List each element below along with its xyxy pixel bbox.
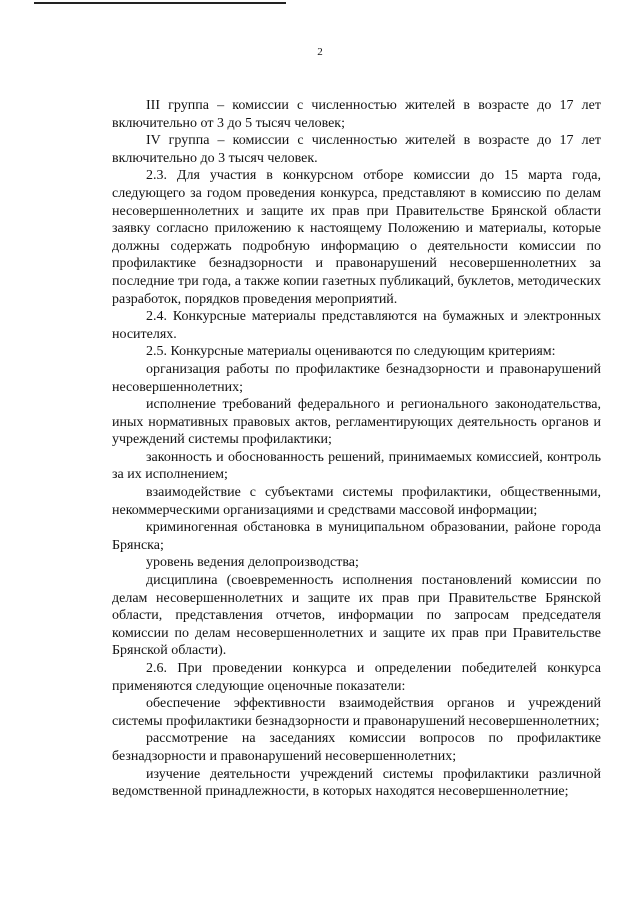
page-number: 2 (317, 46, 323, 58)
paragraph: исполнение требований федерального и регионального законодательства, иных нормативных правовых актов, регламентирующих деятельность органов и учреждений системы профилактики; (112, 397, 601, 448)
paragraph: организация работы по профилактике безнадзорности и правонарушений несовершеннолетних; (112, 361, 601, 395)
paragraph: рассмотрение на заседаниях комиссии вопросов по профилактике безнадзорности и правонарушений несовершеннолетних; (112, 731, 601, 764)
paragraph: 2.4. Конкурсные материалы представляются на бумажных и электронных носителях. (112, 309, 601, 342)
paragraph: законность и обоснованность решений, принимаемых комиссией, контроль за их исполнением; (112, 449, 601, 483)
paragraph: взаимодействие с субъектами системы профилактики, общественными, некоммерческими организациями и средствами массовой информации; (112, 485, 601, 518)
document-body (112, 97, 601, 801)
paragraph: 2.5. Конкурсные материалы оцениваются по следующим критериям: (146, 344, 556, 360)
paragraph: III группа – комиссии с численностью жителей в возрасте до 17 лет включительно от 3 до 5 тысяч человек; (112, 98, 601, 131)
paragraph: изучение деятельности учреждений системы профилактики различной ведомственной принадлежности, в которых находятся несовершеннолетние; (112, 766, 601, 800)
paragraph: криминогенная обстановка в муниципальном образовании, районе города Брянска; (112, 520, 601, 553)
top-rule (34, 2, 286, 4)
paragraph: IV группа – комиссии с численностью жителей в возрасте до 17 лет включительно до 3 тысяч человек. (112, 133, 601, 166)
paragraph: 2.6. При проведении конкурса и определении победителей конкурса применяются следующие оценочные показатели: (112, 661, 601, 694)
paragraph: обеспечение эффективности взаимодействия органов и учреждений системы профилактики безнадзорности и правонарушений несовершеннолетних; (112, 696, 601, 729)
paragraph: уровень ведения делопроизводства; (146, 555, 359, 571)
paragraph: 2.3. Для участия в конкурсном отборе комиссии до 15 марта года, следующего за годом проведения конкурса, представляют в комиссию по делам несовершеннолетних и защите их прав при Правительстве Брянской области заявку согласно приложению к настоящему Положению и материалы, которые должны содержать подробную информацию о деятельности комиссии по профилактике безнадзорности и правонарушений несовершеннолетних за последние три года, а также копии газетных публикаций, буклетов, методических разработок, порядков проведения мероприятий. (112, 168, 601, 307)
paragraph: дисциплина (своевременность исполнения постановлений комиссии по делам несовершеннолетних и защите их прав при Правительстве Брянской области, представления отчетов, информации по запросам председателя комиссии по делам несовершеннолетних и защите их прав при Правительстве Брянской области). (112, 573, 601, 659)
